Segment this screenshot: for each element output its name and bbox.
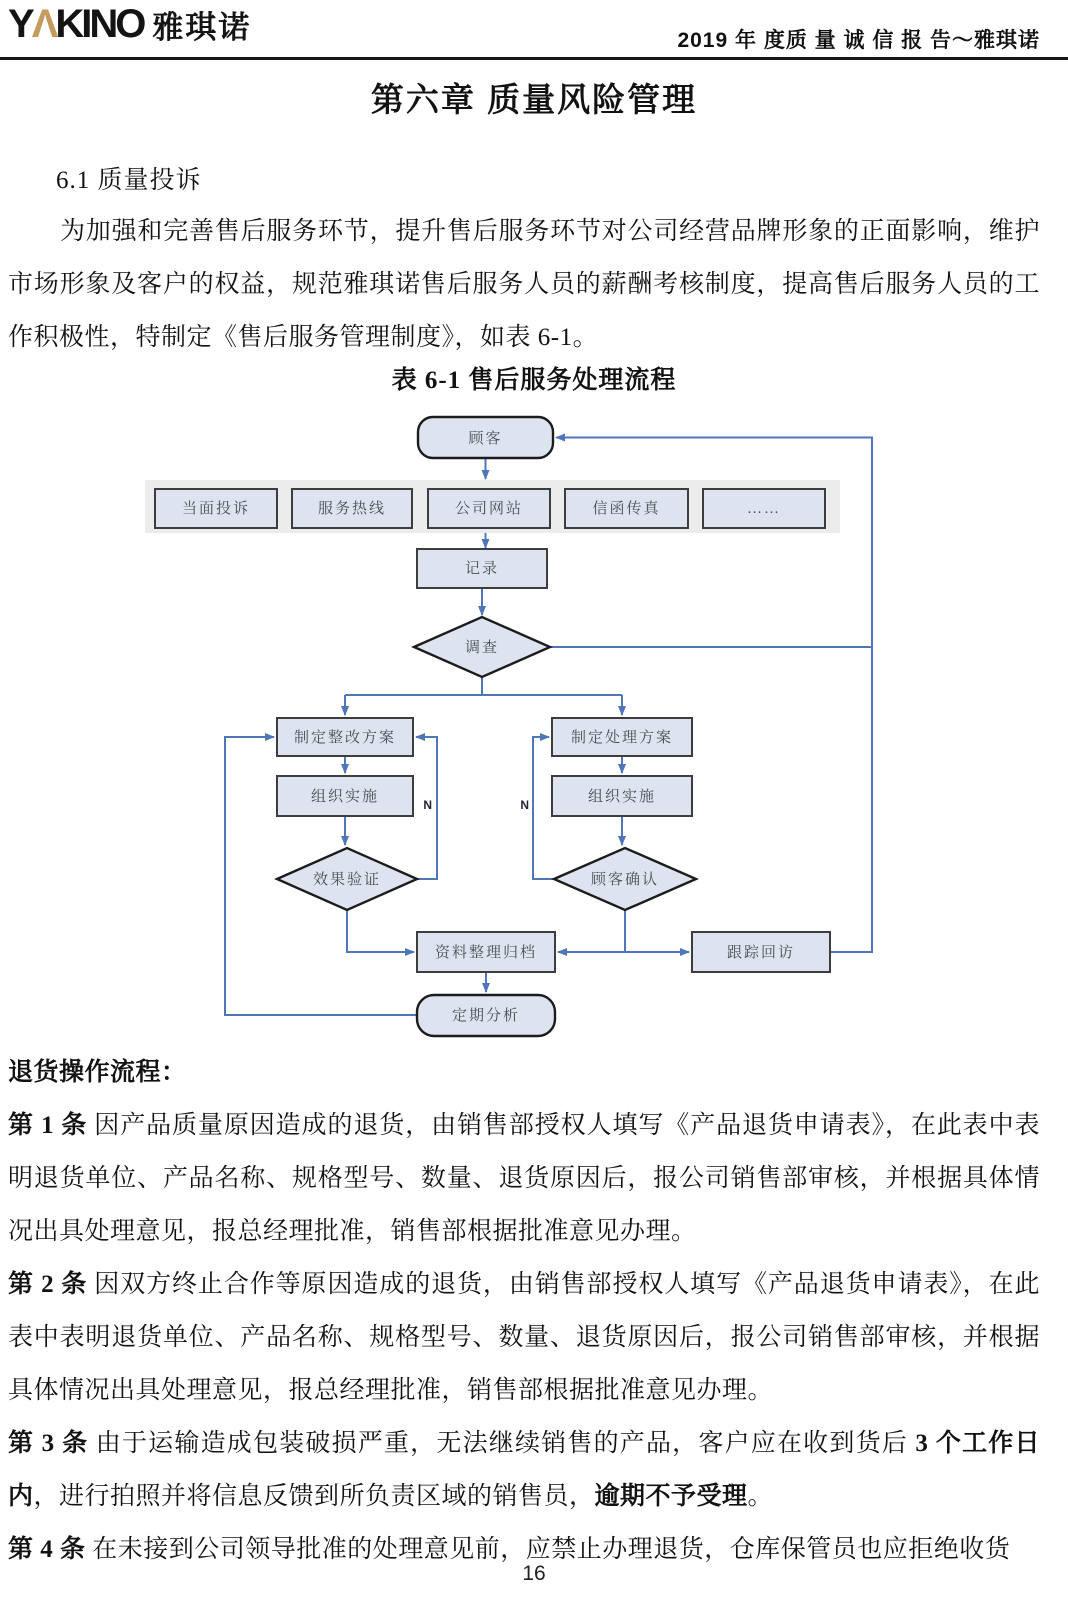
flowchart-node-customer [418,417,553,458]
no-label-right: N [520,798,529,812]
svg-text:组织实施: 组织实施 [310,789,380,805]
clause-paragraph-3: 第 3 条 由于运输造成包装破损严重，无法继续销售的产品，客户应在收到货后 3 个工作日内，进行拍照并将信息反馈到所负责区域的销售员，逾期不予受理。 [8,1430,1040,1510]
page-number: 16 [522,1562,546,1585]
flowchart-node-channel-website [428,489,550,528]
flowchart-node-record [417,549,547,588]
svg-text:制定处理方案: 制定处理方案 [570,730,674,746]
return-process-block [8,1046,1040,1576]
flowchart-node-channel-hotline [292,489,412,528]
flowchart-node-channel-mail-fax [565,489,688,528]
flowchart-node-investigate [414,617,550,677]
flowchart-node-archive [417,932,555,972]
intro-paragraph: 为加强和完善售后服务环节，提升售后服务环节对公司经营品牌形象的正面影响，维护市场形象及客户的权益，规范雅琪诺售后服务人员的薪酬考核制度，提高售后服务人员的工作积极性，特制定《售后服务管理制度》，如表 6-1。 [8,218,1040,351]
clause-paragraph-1: 第 1 条 因产品质量原因造成的退货，由销售部授权人填写《产品退货申请表》，在此表中表明退货单位、产品名称、规格型号、数量、退货原因后，报公司销售部审核，并根据具体情况出具处理意见，报总经理批准，销售部根据批准意见办理。 [8,1112,1040,1245]
flowchart-node-periodic-analysis [417,995,555,1036]
svg-text:当面投诉: 当面投诉 [181,501,251,517]
svg-text:……: …… [747,501,781,517]
service-flowchart [140,405,885,1040]
svg-text:跟踪回访: 跟踪回访 [726,945,796,961]
table-caption: 表 6-1 售后服务处理流程 [391,367,677,394]
flowchart-node-implement-right [552,776,692,816]
svg-text:组织实施: 组织实施 [587,789,657,805]
flowchart-node-plan-rectify [277,718,413,756]
svg-text:公司网站: 公司网站 [454,501,524,517]
svg-text:顾客: 顾客 [468,431,503,447]
chapter-title: 第六章 质量风险管理 [370,81,698,118]
header-rule [0,57,1068,60]
section-heading: 6.1 质量投诉 [56,167,202,194]
svg-text:制定整改方案: 制定整改方案 [293,730,397,746]
logo-gold-a: Λ [31,2,56,46]
svg-text:调查: 调查 [464,640,500,656]
report-header-text: 2019 年 度质 量 诚 信 报 告～雅琪诺 [677,29,1040,52]
clause-paragraph-2: 第 2 条 因双方终止合作等原因造成的退货，由销售部授权人填写《产品退货申请表》，在此表中表明退货单位、产品名称、规格型号、数量、退货原因后，报公司销售部审核，并根据具体情况出具处理意见，报总经理批准，销售部根据批准意见办理。 [8,1271,1040,1404]
clause-paragraph-4: 第 4 条 在未接到公司领导批准的处理意见前，应禁止办理退货，仓库保管员也应拒绝收货 [8,1536,1011,1563]
svg-text:资料整理归档: 资料整理归档 [434,945,538,961]
flowchart-node-followup-visit [692,932,830,972]
flowchart-node-channel-complaint [155,489,277,528]
flowchart-node-plan-handle [552,718,692,756]
flowchart-node-implement-left [277,776,413,816]
company-logo [8,0,251,48]
svg-text:顾客确认: 顾客确认 [590,872,660,888]
logo-chinese-text: 雅琪诺 [152,9,252,45]
svg-text:记录: 记录 [464,561,500,577]
flowchart-node-verify-effect [277,848,417,910]
svg-text:效果验证: 效果验证 [312,872,382,888]
svg-text:信函传真: 信函传真 [592,501,661,517]
no-label-left: N [423,798,432,812]
return-process-heading: 退货操作流程： [8,1059,187,1086]
logo-latin-text: YΛKINO [8,2,144,46]
svg-text:定期分析: 定期分析 [451,1008,521,1024]
flowchart-node-customer-confirm [554,848,696,910]
flowchart-node-channel-other [703,489,825,528]
svg-text:服务热线: 服务热线 [317,501,387,517]
